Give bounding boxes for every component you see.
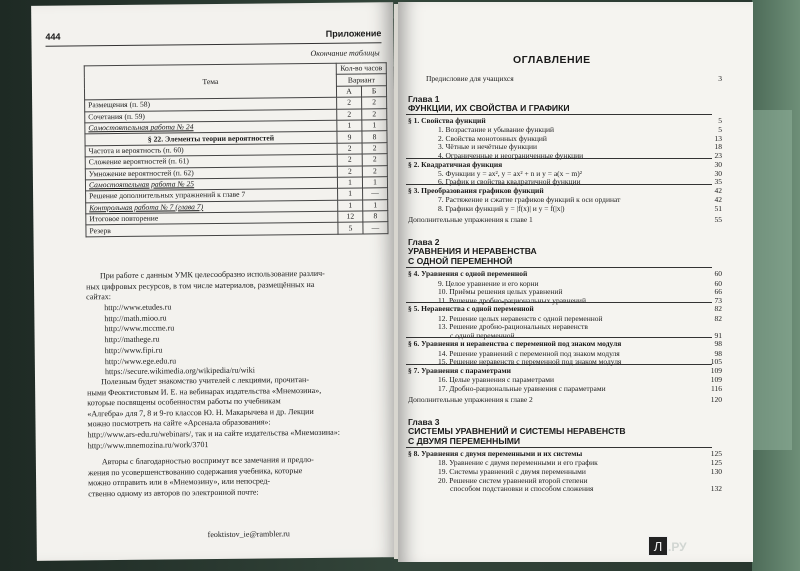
table-cell-theme: Самостоятельная работа № 25 xyxy=(85,177,337,191)
toc-entry-page: 60 xyxy=(714,269,722,279)
toc-entry-text: 19. Системы уравнений с двумя переменными xyxy=(438,467,586,476)
toc-entry-text: 13. Решение дробно-рациональных неравенств xyxy=(438,322,588,332)
logo-box-icon xyxy=(649,537,667,555)
resource-link: http://www.etudes.ru xyxy=(104,302,172,313)
toc-entry-page: 30 xyxy=(714,159,722,169)
toc-entry-page: 109 xyxy=(710,375,722,384)
toc-entry-text: 5. Функции y = ax², y = ax² + n и y = a(x − m)² xyxy=(438,168,582,178)
toc-entry-page: 51 xyxy=(714,203,722,213)
text-line: ственно одному из авторов по электронной почте: xyxy=(88,487,259,499)
table-cell-b: 2 xyxy=(362,108,387,120)
table-cell-b: — xyxy=(363,188,388,200)
toc-entry-text: § 7. Уравнения с параметрами xyxy=(408,365,511,375)
resource-link: http://www.mccme.ru xyxy=(104,323,175,334)
toc-entry-page: 60 xyxy=(714,278,722,288)
text-line: http://www.ars-edu.ru/webinars/, так и на сайте издательства «Мнемозина»: xyxy=(87,427,340,440)
chapter-title: С ОДНОЙ ПЕРЕМЕННОЙ xyxy=(408,256,513,267)
toc-entry-page: 130 xyxy=(710,467,722,476)
table-cell-theme: Частота и вероятность (п. 60) xyxy=(85,143,337,157)
table-cell-a: 2 xyxy=(337,165,362,177)
toc-entry-text: 18. Уравнение с двумя переменными и его график xyxy=(438,458,598,468)
text-line: которые посвящены особенностям работы по учебникам xyxy=(87,396,281,408)
toc-entry-page: 23 xyxy=(714,151,722,160)
resource-link: http://math.mioo.ru xyxy=(104,313,167,323)
toc-entry-text: 2. Свойства монотонных функций xyxy=(438,133,547,143)
resource-link: http://www.ege.edu.ru xyxy=(104,355,177,366)
toc-entry-page: 18 xyxy=(714,142,722,152)
section-rule xyxy=(406,302,712,303)
toc-entry-text: 17. Дробно-рациональные уравнения с параметрами xyxy=(438,383,606,393)
left-page-header xyxy=(45,28,381,47)
section-rule xyxy=(406,447,712,448)
table-header-hours: Кол-во часов xyxy=(336,63,386,75)
chapter-title: С ДВУМЯ ПЕРЕМЕННЫМИ xyxy=(408,436,521,447)
toc-entry-text: 1. Возрастание и убывание функций xyxy=(438,125,555,135)
toc-entry-page: 35 xyxy=(714,177,722,187)
table-cell-b: 8 xyxy=(362,131,387,143)
toc-entry-text: 6. График и свойства квадратичной функции xyxy=(438,177,581,187)
toc-entry-page: 30 xyxy=(714,168,722,178)
table-cell-a: 1 xyxy=(337,120,362,132)
logo-letter: Л xyxy=(653,539,663,554)
chapter-label: Глава 2 xyxy=(408,237,440,248)
toc-entry-text: § 5. Неравенства с одной переменной xyxy=(408,304,534,314)
table-cell-theme: Контрольная работа № 7 (глава 7) xyxy=(86,200,338,214)
toc-entry-text: 14. Решение уравнений с переменной под знаком модуля xyxy=(438,348,620,358)
toc-entry-page: 13 xyxy=(714,133,722,143)
resource-link: http://www.fipi.ru xyxy=(104,345,163,355)
toc-entry-page: 125 xyxy=(710,449,722,459)
table-cell-a: 2 xyxy=(337,109,362,121)
toc-entry-text: 4. Ограниченные и неограниченные функции xyxy=(438,151,584,160)
table-cell-theme: Резерв xyxy=(86,223,338,237)
toc-preface-page: 3 xyxy=(718,74,722,83)
toc-entry-text: Дополнительные упражнения к главе 2 xyxy=(408,395,533,405)
table-cell-b: — xyxy=(363,222,388,234)
toc-entry-page: 55 xyxy=(714,215,722,225)
table-header-b: Б xyxy=(361,85,386,97)
text-line: сайтах: xyxy=(86,292,112,302)
table-cell-a: 1 xyxy=(338,188,363,200)
toc-entry-page: 5 xyxy=(718,116,722,125)
table-cell-a: 9 xyxy=(337,131,362,143)
toc-entry-text: § 2. Квадратичная функция xyxy=(408,159,503,169)
chapter-label: Глава 1 xyxy=(408,94,440,104)
toc-entry-text: 10. Приёмы решения целых уравнений xyxy=(438,287,563,297)
table-header-variant: Вариант xyxy=(336,74,386,86)
watermark-logo xyxy=(648,536,668,556)
text-line: Авторы с благодарностью воспримут все замечания и предло- xyxy=(101,454,314,467)
hours-table xyxy=(84,62,389,237)
section-rule xyxy=(406,364,712,365)
toc-entry-text: Дополнительные упражнения к главе 1 xyxy=(408,215,533,225)
text-line: жения по усовершенствованию содержания учебника, которые xyxy=(87,465,303,477)
text-line: ными Феоктистовым И. Е. на вебинарах издательства «Мнемозина», xyxy=(87,385,322,397)
toc-entry-page: 82 xyxy=(714,304,722,314)
table-cell-b: 2 xyxy=(362,165,387,177)
table-cell-b: 8 xyxy=(363,211,388,223)
toc-entry-page: 132 xyxy=(710,484,722,494)
text-line: «Алгебра» для 7, 8 и 9-го классов Ю. Н. Макарычева и др. Лекции xyxy=(87,406,314,419)
watermark-text: .РУ xyxy=(668,540,687,554)
toc-entry-text: § 3. Преобразования графиков функций xyxy=(408,186,544,195)
table-cell-a: 1 xyxy=(338,200,363,212)
toc-entry-page: 116 xyxy=(711,383,722,393)
table-cell-theme: § 22. Элементы теории вероятностей xyxy=(85,132,337,146)
resource-link: https://secure.wikimedia.org/wikipedia/ru/wiki xyxy=(104,365,256,377)
toc-entry-page: 82 xyxy=(714,313,722,323)
toc-entry-text: 16. Целые уравнения с параметрами xyxy=(438,375,554,384)
table-cell-a: 2 xyxy=(337,154,362,166)
toc-entry-text: 3. Чётные и нечётные функции xyxy=(438,142,538,152)
text-line: Полезным будет знакомство учителей с лекциями, прочитан- xyxy=(100,375,310,387)
table-cell-a: 2 xyxy=(337,97,362,109)
toc-entry-text: способом подстановки и способом сложения xyxy=(450,484,594,494)
section-rule xyxy=(406,337,712,338)
toc-entry-page: 42 xyxy=(714,186,722,195)
table-header-theme: Тема xyxy=(84,63,336,100)
table-cell-a: 12 xyxy=(338,211,363,223)
text-line: ных цифровых ресурсов, в том числе материалов, размещённых на xyxy=(85,279,315,291)
chapter-label: Глава 3 xyxy=(408,417,440,428)
toc-entry-text: § 8. Уравнения с двумя переменными и их системы xyxy=(408,449,583,459)
table-cell-b: 1 xyxy=(363,199,388,211)
table-cell-b: 1 xyxy=(362,120,387,132)
chapter-title: СИСТЕМЫ УРАВНЕНИЙ И СИСТЕМЫ НЕРАВЕНСТВ xyxy=(408,426,626,437)
toc-entry-page: 98 xyxy=(714,348,722,358)
toc-entry-text: 11. Решение дробно-рациональных уравнений xyxy=(438,295,586,305)
table-cell-theme: Итоговое повторение xyxy=(86,211,338,225)
table-cell-theme: Размещения (п. 58) xyxy=(85,97,337,111)
text-line: можно отправить или в «Мнемозину», или непосред- xyxy=(88,476,271,488)
toc-entry-page: 66 xyxy=(714,287,722,297)
toc-entry-text: 12. Решение целых неравенств с одной переменной xyxy=(438,313,603,323)
table-row xyxy=(86,222,388,237)
table-cell-theme: Сложение вероятностей (п. 61) xyxy=(85,154,337,168)
table-cell-a: 5 xyxy=(338,222,363,234)
section-rule xyxy=(406,184,712,185)
right-page xyxy=(398,2,753,562)
page-number: 444 xyxy=(45,31,61,42)
table-cell-theme: Решение дополнительных упражнений к главе 7 xyxy=(86,189,338,203)
toc-entry-text: 7. Растяжение и сжатие графиков функций к оси ординат xyxy=(438,195,621,205)
chapter-title: ФУНКЦИИ, ИХ СВОЙСТВА И ГРАФИКИ xyxy=(408,103,570,113)
table-cell-a: 2 xyxy=(337,143,362,155)
table-cell-b: 1 xyxy=(362,177,387,189)
toc-preface: Предисловие для учащихся xyxy=(426,74,514,83)
toc-entry-text: с одной переменной xyxy=(450,330,515,340)
table-cell-theme: Сочетания (п. 59) xyxy=(85,109,337,123)
chapter-title: УРАВНЕНИЯ И НЕРАВЕНСТВА xyxy=(408,246,537,257)
resource-link: http://mathege.ru xyxy=(104,334,160,345)
table-cell-b: 2 xyxy=(362,97,387,109)
table-cell-b: 2 xyxy=(362,154,387,166)
toc-entry-text: § 1. Свойства функций xyxy=(408,116,486,125)
table-body xyxy=(85,97,388,237)
toc-entry-page: 125 xyxy=(710,458,722,468)
toc-entry-page: 42 xyxy=(714,195,722,205)
section-rule xyxy=(406,158,712,159)
author-email: feoktistov_ie@rambler.ru xyxy=(207,529,290,540)
toc-entry-page: 91 xyxy=(714,330,722,340)
table-cell-a: 1 xyxy=(337,177,362,189)
toc-entry-text: 9. Целое уравнение и его корни xyxy=(438,278,539,288)
toc-entry-page: 105 xyxy=(710,357,722,367)
toc-entry-page: 109 xyxy=(710,365,722,375)
toc-entry-text: 20. Решение систем уравнений второй степени xyxy=(438,475,588,485)
table-caption: Окончание таблицы xyxy=(310,48,380,58)
table-header-a: А xyxy=(336,86,361,98)
running-header-title: Приложение xyxy=(325,28,382,39)
toc-entry-page: 120 xyxy=(710,395,722,405)
toc-entry-text: 8. Графики функций y = |f(x)| и y = f(|x|) xyxy=(438,203,565,213)
toc-entry-page: 73 xyxy=(714,295,722,305)
toc-entry-text: 15. Решение неравенств с переменной под знаком модуля xyxy=(438,357,622,367)
text-line: можно посмотреть на сайте «Арсенала образования»: xyxy=(87,417,271,429)
table-cell-theme: Умножение вероятностей (п. 62) xyxy=(85,166,337,180)
toc-entry-text: § 6. Уравнения и неравенства с переменной под знаком модуля xyxy=(408,339,622,349)
toc-title: ОГЛАВЛЕНИЕ xyxy=(513,54,591,66)
text-line: При работе с данным УМК целесообразно использование различ- xyxy=(99,268,325,281)
table-cell-b: 2 xyxy=(362,142,387,154)
left-page xyxy=(31,2,399,561)
text-line: http://www.mnemozina.ru/work/3701 xyxy=(87,439,209,450)
toc-entry-page: 98 xyxy=(714,339,722,349)
green-cover-highlight xyxy=(752,110,792,450)
section-rule xyxy=(406,114,712,115)
toc-entry-text: § 4. Уравнения с одной переменной xyxy=(408,269,528,279)
section-rule xyxy=(406,267,712,268)
toc-entry-page: 5 xyxy=(718,125,722,135)
table-cell-theme: Самостоятельная работа № 24 xyxy=(85,120,337,134)
